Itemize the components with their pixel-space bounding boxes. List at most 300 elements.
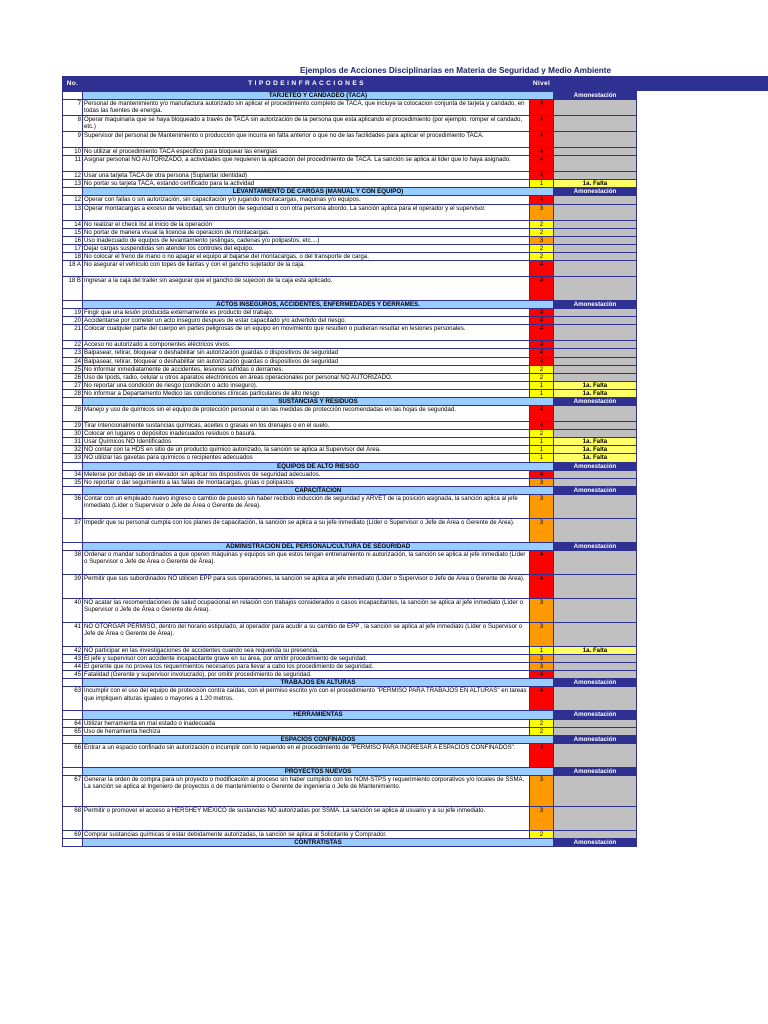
level-cell: 4	[530, 172, 554, 180]
section-title: LEVANTAMIENTO DE CARGAS (MANUAL Y CON EQUIPO)	[83, 188, 554, 196]
table-row	[63, 446, 637, 454]
infraction-number: 28	[63, 406, 83, 422]
infraction-description: Fingir que una lesión producida externamente es producto del trabajo.	[83, 309, 530, 317]
amonestacion-cell	[554, 743, 637, 767]
header-band	[636, 76, 768, 91]
level-cell: 1	[530, 389, 554, 397]
level-cell: 2	[530, 719, 554, 727]
amonestacion-cell	[554, 172, 637, 180]
section-title: ESPACIOS CONFINADOS	[83, 735, 554, 743]
infraction-description: Ordenar o mandar subordinados a que operen máquinas y equipos sin que estos tengan entrenamiento ni autorización, la sanción se aplica al jefe inmediato (Líder o Supervisor o Jefe de Área o Gerente de Área).	[83, 551, 530, 575]
amonestacion-cell	[554, 422, 637, 430]
header-nivel: Nivel	[530, 77, 554, 92]
infraction-number: 45	[63, 671, 83, 679]
level-cell: 2	[530, 365, 554, 373]
amonestacion-cell	[554, 575, 637, 599]
infraction-description: Uso de Ipods, radio, celular u otros aparatos electrónicos en áreas operacionales por personal NO AUTORIZADO.	[83, 373, 530, 381]
section-no-blank	[63, 839, 83, 847]
infraction-number: 28	[63, 389, 83, 397]
amonestacion-cell	[554, 357, 637, 365]
infraction-description: Operar montacargas a exceso de velocidad, sin cinturón de seguridad o con otra persona abordo. La sanción aplica para el operador y el supervisor.	[83, 204, 530, 220]
level-cell: 2	[530, 373, 554, 381]
infraction-number: 20	[63, 317, 83, 325]
table-row	[63, 325, 637, 341]
infraction-number: 8	[63, 116, 83, 132]
level-cell: 3	[530, 478, 554, 486]
amonestacion-label: Amonestación	[554, 711, 637, 719]
infraction-description: No reportar o dar seguimiento a las fallas de montacargas, grúas o polipastos	[83, 478, 530, 486]
infraction-number: 32	[63, 446, 83, 454]
level-cell: 4	[530, 317, 554, 325]
amonestacion-cell: 1a. Falta	[554, 454, 637, 462]
infraction-number: 25	[63, 365, 83, 373]
table-row	[63, 116, 637, 132]
section-header-row	[63, 397, 637, 405]
infraction-description: El gerente que no provea los requerimientos necesarios para llevar a cabo los procedimiento de seguridad.	[83, 663, 530, 671]
level-cell: 4	[530, 470, 554, 478]
table-row	[63, 655, 637, 663]
amonestacion-cell	[554, 277, 637, 301]
level-cell: 3	[530, 775, 554, 806]
level-cell: 4	[530, 261, 554, 277]
amonestacion-cell	[554, 317, 637, 325]
infraction-number: 15	[63, 228, 83, 236]
section-header-row	[63, 767, 637, 775]
amonestacion-label: Amonestación	[554, 92, 637, 100]
level-cell: 3	[530, 655, 554, 663]
table-row	[63, 494, 637, 518]
infraction-number: 42	[63, 647, 83, 655]
section-title: ADMINISTRACIÓN DEL PERSONAL/CULTURA DE SEGURIDAD	[83, 542, 554, 550]
level-cell: 4	[530, 309, 554, 317]
level-cell: 2	[530, 244, 554, 252]
amonestacion-cell	[554, 204, 637, 220]
infraction-number: 65	[63, 727, 83, 735]
amonestacion-cell	[554, 478, 637, 486]
section-no-blank	[63, 735, 83, 743]
infraction-number: 12	[63, 172, 83, 180]
infraction-description: Operar con fallas o sin autorización, sin capacitación y/o jugando montacargas, maquinas y/o equipos.	[83, 196, 530, 204]
table-row	[63, 172, 637, 180]
table-row	[63, 775, 637, 806]
infraction-number: 13	[63, 180, 83, 188]
level-cell: 3	[530, 494, 554, 518]
table-header-row	[63, 77, 637, 92]
infraction-description: NO acatar las recomendaciones de salud ocupacional en relación con trabajos considerados o casos incapacitantes, la sanción se aplica al jefe inmediato (Líder o Supervisor o Jefe de Área o Gerente de Área).	[83, 599, 530, 623]
level-cell: 4	[530, 156, 554, 172]
amonestacion-cell	[554, 719, 637, 727]
amonestacion-cell	[554, 806, 637, 830]
table-row	[63, 389, 637, 397]
level-cell: 3	[530, 623, 554, 647]
table-row	[63, 422, 637, 430]
infraction-number: 26	[63, 373, 83, 381]
infraction-number: 18 B	[63, 277, 83, 301]
infraction-description: Tirar intencionalmente sustancias químicas, aceites o grasas en los drenajes o en el suelo.	[83, 422, 530, 430]
section-title: CAPACITACIÓN	[83, 486, 554, 494]
infraction-description: No portar su tarjeta TACA, estando certificado para la actividad	[83, 180, 530, 188]
level-cell: 4	[530, 132, 554, 148]
table-row	[63, 454, 637, 462]
table-row	[63, 244, 637, 252]
level-cell: 3	[530, 204, 554, 220]
table-row	[63, 518, 637, 542]
level-cell: 1	[530, 647, 554, 655]
infraction-description: Generar la orden de compra para un proyecto o modificación al proceso sin haber cumplido con los NOM-STPS y requerimiento corporativos y/o locales de SSMA. La sanción se aplica al Ingeniero de proyectos o de mantenimiento o Gerente de ingeniería o Jefe de Mantenimiento.	[83, 775, 530, 806]
infraction-number: 34	[63, 470, 83, 478]
infraction-description: Permitir o promover el acceso a HERSHEY MÉXICO de sustancias NO autorizadas por SSMA. La sanción se aplica al usuario y a su jefe inmediato.	[83, 806, 530, 830]
amonestacion-cell	[554, 309, 637, 317]
infraction-description: NO OTORGAR PERMISO, dentro del horario estipulado, al operador para acudir a su cambio de EPP , la sanción se aplica al jefe inmediato (Líder o Supervisor o Jefe de Área o Gerente de Área).	[83, 623, 530, 647]
table-row	[63, 438, 637, 446]
amonestacion-cell	[554, 228, 637, 236]
amonestacion-cell	[554, 406, 637, 422]
table-row	[63, 156, 637, 172]
amonestacion-cell	[554, 156, 637, 172]
infraction-number: 18 A	[63, 261, 83, 277]
section-title: CONTRATISTAS	[83, 839, 554, 847]
table-row	[63, 806, 637, 830]
level-cell: 3	[530, 663, 554, 671]
table-row	[63, 261, 637, 277]
amonestacion-cell	[554, 116, 637, 132]
infraction-description: Uso de herramienta hechiza	[83, 727, 530, 735]
amonestacion-cell	[554, 494, 637, 518]
infraction-description: NO contar con la HDS en sitio de un producto químico autorizado, la sanción se aplica al Supervisor del Área.	[83, 446, 530, 454]
infraction-description: Dejar cargas suspendidas sin atender los controles del equipo.	[83, 244, 530, 252]
table-row	[63, 100, 637, 116]
amonestacion-cell	[554, 373, 637, 381]
level-cell: 4	[530, 357, 554, 365]
table-row	[63, 349, 637, 357]
amonestacion-label: Amonestación	[554, 188, 637, 196]
table-row	[63, 204, 637, 220]
amonestacion-label: Amonestación	[554, 301, 637, 309]
infraction-number: 16	[63, 236, 83, 244]
table-row	[63, 406, 637, 422]
level-cell: 1	[530, 381, 554, 389]
table-row	[63, 647, 637, 655]
infraction-number: 38	[63, 551, 83, 575]
infraction-description: NO utilizar las gavetas para químicos o recipientes adecuados	[83, 454, 530, 462]
infraction-description: Meterse por debajo de un elevador sin aplicar los dispositivos de seguridad adecuados.	[83, 470, 530, 478]
infraction-number: 30	[63, 430, 83, 438]
infraction-description: Colocar cualquier parte del cuerpo en partes peligrosas de un equipo en movimiento que resulten o pudieran resultar en lesiones personales.	[83, 325, 530, 341]
table-row	[63, 220, 637, 228]
infraction-description: No portar de manera visual la licencia de operación de montacargas.	[83, 228, 530, 236]
level-cell: 1	[530, 454, 554, 462]
infraction-number: 64	[63, 719, 83, 727]
infraction-number: 69	[63, 830, 83, 838]
section-header-row	[63, 679, 637, 687]
section-no-blank	[63, 767, 83, 775]
amonestacion-cell: 1a. Falta	[554, 438, 637, 446]
level-cell: 1	[530, 438, 554, 446]
infraction-description: Manejo y uso de químicos sin el equipo de protección personal o sin las medidas de protección recomendadas en las hojas de seguridad.	[83, 406, 530, 422]
infraction-description: Permitir que sus subordinados NO utilicen EPP para sus operaciones, la sanción se aplica al jefe inmediato (Líder o Supervisor o Jefe de Área o Gerente de Área).	[83, 575, 530, 599]
infraction-description: Acceso no autorizado a componentes eléctricos vivos.	[83, 341, 530, 349]
table-row	[63, 180, 637, 188]
section-title: ACTOS INSEGUROS, ACCIDENTES, ENFERMEDADES Y DERRAMES.	[83, 301, 554, 309]
amonestacion-cell	[554, 687, 637, 711]
infraction-number: 68	[63, 806, 83, 830]
section-title: EQUIPOS DE ALTO RIESGO	[83, 462, 554, 470]
section-title: SUSTANCIAS Y RESIDUOS	[83, 397, 554, 405]
amonestacion-cell: 1a. Falta	[554, 381, 637, 389]
infraction-number: 9	[63, 132, 83, 148]
amonestacion-cell: 1a. Falta	[554, 180, 637, 188]
infraction-number: 11	[63, 156, 83, 172]
section-header-row	[63, 711, 637, 719]
amonestacion-cell	[554, 349, 637, 357]
amonestacion-label: Amonestación	[554, 679, 637, 687]
table-row	[63, 663, 637, 671]
infraction-number: 41	[63, 623, 83, 647]
infraction-number: 35	[63, 478, 83, 486]
section-no-blank	[63, 711, 83, 719]
section-title: PROYECTOS NUEVOS	[83, 767, 554, 775]
table-row	[63, 228, 637, 236]
amonestacion-label: Amonestación	[554, 735, 637, 743]
amonestacion-cell: 1a. Falta	[554, 389, 637, 397]
table-row	[63, 252, 637, 260]
level-cell: 4	[530, 422, 554, 430]
amonestacion-cell	[554, 775, 637, 806]
table-row	[63, 277, 637, 301]
infraction-number: 33	[63, 454, 83, 462]
infraction-description: Uso inadecuado de equipos de levantamiento (eslingas, cadenas y/o polipastos, etc....)	[83, 236, 530, 244]
amonestacion-label: Amonestación	[554, 839, 637, 847]
amonestacion-cell	[554, 365, 637, 373]
table-row	[63, 623, 637, 647]
section-no-blank	[63, 486, 83, 494]
infraction-number: 44	[63, 663, 83, 671]
infraction-description: No asegurar el vehículo con topes de llantas y con el gancho sujetador de la caja.	[83, 261, 530, 277]
table-row	[63, 341, 637, 349]
infraction-number: 29	[63, 422, 83, 430]
level-cell: 1	[530, 446, 554, 454]
infraction-number: 31	[63, 438, 83, 446]
infraction-number: 36	[63, 494, 83, 518]
table-row	[63, 575, 637, 599]
infraction-description: Comprar sustancias químicas si estar debidamente autorizadas, la sanción se aplica al Solicitante y Comprador.	[83, 830, 530, 838]
infraction-number: 24	[63, 357, 83, 365]
level-cell: 3	[530, 518, 554, 542]
section-no-blank	[63, 92, 83, 100]
level-cell: 2	[530, 430, 554, 438]
infraction-description: Personal de mantenimiento y/o manufactura autorizado sin aplicar el procedimiento completo de TACA, que incluye la colocacion conjunta de tarjeta y candado, en todas las fuentes de energia.	[83, 100, 530, 116]
amonestacion-cell	[554, 599, 637, 623]
infraction-description: No reportar una condición de riesgo (condición o acto inseguro).	[83, 381, 530, 389]
amonestacion-label: Amonestación	[554, 542, 637, 550]
level-cell: 4	[530, 116, 554, 132]
infraction-description: Balpasear, retirar, bloquear o deshabilitar sin autorización guardas o dispositivos de seguridad	[83, 349, 530, 357]
infraction-description: Colocar en lugares o depósitos inadecuados residuos o basura.	[83, 430, 530, 438]
table-row	[63, 478, 637, 486]
table-row	[63, 727, 637, 735]
table-row	[63, 196, 637, 204]
infraction-description: Usar Químicos NO Identificados	[83, 438, 530, 446]
level-cell: 4	[530, 671, 554, 679]
section-no-blank	[63, 397, 83, 405]
table-row	[63, 671, 637, 679]
level-cell: 2	[530, 252, 554, 260]
table-row	[63, 551, 637, 575]
section-header-row	[63, 486, 637, 494]
amonestacion-cell: 1a. Falta	[554, 446, 637, 454]
infraction-description: El jefe y supervisor con accidente incapacitante grave en su área, por omitir procedimiento de seguridad.	[83, 655, 530, 663]
level-cell: 4	[530, 349, 554, 357]
infraction-description: Accidentarse por cometer un acto inseguro despues de estar capacitado y/o advertido del riesgo.	[83, 317, 530, 325]
infraction-number: 66	[63, 743, 83, 767]
infraction-description: Balpasear, retirar, bloquear o deshabilitar sin autorización guardas o dispositivos de seguridad	[83, 357, 530, 365]
table-row	[63, 236, 637, 244]
infraction-description: Utilizar herramienta en mal estado o inadecuada	[83, 719, 530, 727]
level-cell: 4	[530, 100, 554, 116]
section-title: HERRAMIENTAS	[83, 711, 554, 719]
level-cell: 2	[530, 727, 554, 735]
amonestacion-cell	[554, 220, 637, 228]
infraction-number: 39	[63, 575, 83, 599]
infraction-number: 21	[63, 325, 83, 341]
level-cell: 2	[530, 220, 554, 228]
amonestacion-cell	[554, 244, 637, 252]
amonestacion-cell	[554, 663, 637, 671]
amonestacion-cell: 1a. Falta	[554, 647, 637, 655]
level-cell: 4	[530, 277, 554, 301]
infraction-number: 63	[63, 687, 83, 711]
infraction-number: 23	[63, 349, 83, 357]
section-header-row	[63, 542, 637, 550]
level-cell: 2	[530, 830, 554, 838]
amonestacion-cell	[554, 430, 637, 438]
amonestacion-cell	[554, 623, 637, 647]
amonestacion-cell	[554, 196, 637, 204]
infraction-description: No utilizar el procedimiento TACA especifico para bloquear las energias	[83, 148, 530, 156]
amonestacion-cell	[554, 132, 637, 148]
table-row	[63, 430, 637, 438]
header-amonestacion-blank	[554, 77, 637, 92]
header-no: No.	[63, 77, 83, 92]
table-row	[63, 148, 637, 156]
section-header-row	[63, 462, 637, 470]
section-title: TARJETEO Y CANDADEO (TACA)	[83, 92, 554, 100]
infraction-number: 17	[63, 244, 83, 252]
section-no-blank	[63, 301, 83, 309]
amonestacion-label: Amonestación	[554, 397, 637, 405]
infraction-description: Ingresar a la caja del trailer sin asegurar que el gancho de sujecion de la caja esta aplicado.	[83, 277, 530, 301]
level-cell: 4	[530, 575, 554, 599]
amonestacion-label: Amonestación	[554, 462, 637, 470]
amonestacion-cell	[554, 518, 637, 542]
level-cell: 1	[530, 180, 554, 188]
infraction-number: 37	[63, 518, 83, 542]
level-cell: 4	[530, 406, 554, 422]
section-header-row	[63, 92, 637, 100]
amonestacion-cell	[554, 655, 637, 663]
section-no-blank	[63, 679, 83, 687]
level-cell: 4	[530, 341, 554, 349]
amonestacion-cell	[554, 325, 637, 341]
amonestacion-cell	[554, 252, 637, 260]
amonestacion-label: Amonestación	[554, 767, 637, 775]
infraction-description: Contar con un empleado nuevo ingreso o cambio de puesto sin haber recibido inducción de seguridad y ARVET de la posición asignada, la sanción aplica al jefe inmediato (Líder o Supervisor o Jefe de Área o Gerente de Área).	[83, 494, 530, 518]
infraction-description: Asignar personal NO AUTORIZADO, a actividades que requieren la aplicación del procedimiento de TACA. La sanción se aplica al líder que lo haya asignado.	[83, 156, 530, 172]
infraction-description: Fatalidad (Gerente y supervisor involucrado), por omitir procedimiento de seguridad.	[83, 671, 530, 679]
infraction-number: 14	[63, 220, 83, 228]
section-no-blank	[63, 462, 83, 470]
infraction-description: Incumplir con el uso del equipo de protección contra caídas, con el permiso escrito y/o con el procedimiento "PERMISO PARA TRABAJOS EN ALTURAS" en tareas que impliquen alturas iguales o mayores a 1.20 metros.	[83, 687, 530, 711]
infraction-number: 40	[63, 599, 83, 623]
table-row	[63, 719, 637, 727]
infraction-number: 12	[63, 196, 83, 204]
amonestacion-label: Amonestación	[554, 486, 637, 494]
infraction-description: Supervisor del personal de Mantenimiento o producción que incurra en falta anterior o que no de las facilidades para aplicar el procedimiento TACA.	[83, 132, 530, 148]
infraction-description: No informar a Departamento Medico las condiciones clínicas particulares de alto riesgo	[83, 389, 530, 397]
table-row	[63, 357, 637, 365]
section-header-row	[63, 839, 637, 847]
header-tipo: T I P O D E I N F R A C C I O N E S	[83, 77, 530, 92]
section-header-row	[63, 188, 637, 196]
infraction-number: 22	[63, 341, 83, 349]
document-title: Ejemplos de Acciones Disciplinarias en Materia de Seguridad y Medio Ambiente	[300, 66, 612, 75]
level-cell: 2	[530, 228, 554, 236]
infraction-description: No informar inmediatamente de accidentes, lesiones sufridas o derrames.	[83, 365, 530, 373]
infraction-description: Impedir que su personal cumpla con los planes de capacitación, la sanción se aplica a su jefe inmediato (Líder o Supervisor o Jefe de Area o Gerente de Area).	[83, 518, 530, 542]
table-row	[63, 830, 637, 838]
table-row	[63, 132, 637, 148]
infraction-number: 10	[63, 148, 83, 156]
infraction-number: 18	[63, 252, 83, 260]
infraction-description: No colocar el freno de mano o no apagar el equipo al bajarse del montacargas, o del transporte de carga.	[83, 252, 530, 260]
amonestacion-cell	[554, 727, 637, 735]
table-row	[63, 317, 637, 325]
table-row	[63, 687, 637, 711]
infraction-description: Operar maquinaria que se haya bloqueado a través de TACA sin autorización de la persona que esta aplicando el procedimiento (por ejemplo: romper el candado, etc.)	[83, 116, 530, 132]
infraction-description: Usar una tarjeta TACA de otra persona (Suplantar identidad)	[83, 172, 530, 180]
infraction-number: 43	[63, 655, 83, 663]
amonestacion-cell	[554, 236, 637, 244]
table-row	[63, 743, 637, 767]
table-row	[63, 309, 637, 317]
level-cell: 3	[530, 806, 554, 830]
amonestacion-cell	[554, 148, 637, 156]
table-row	[63, 381, 637, 389]
amonestacion-cell	[554, 261, 637, 277]
section-no-blank	[63, 188, 83, 196]
amonestacion-cell	[554, 830, 637, 838]
section-title: TRABAJOS EN ALTURAS	[83, 679, 554, 687]
section-no-blank	[63, 542, 83, 550]
amonestacion-cell	[554, 671, 637, 679]
table-row	[63, 470, 637, 478]
amonestacion-cell	[554, 341, 637, 349]
infractions-table	[62, 76, 637, 847]
infraction-description: No realizar el check list al inicio de la operación	[83, 220, 530, 228]
infraction-number: 19	[63, 309, 83, 317]
table-row	[63, 599, 637, 623]
section-header-row	[63, 735, 637, 743]
infraction-number: 13	[63, 204, 83, 220]
level-cell: 4	[530, 551, 554, 575]
level-cell: 4	[530, 196, 554, 204]
level-cell: 3	[530, 236, 554, 244]
table-row	[63, 365, 637, 373]
infraction-description: NO participar en las investigaciones de accidentes cuando sea requerida su presencia.	[83, 647, 530, 655]
level-cell: 4	[530, 148, 554, 156]
level-cell: 3	[530, 599, 554, 623]
table-row	[63, 373, 637, 381]
